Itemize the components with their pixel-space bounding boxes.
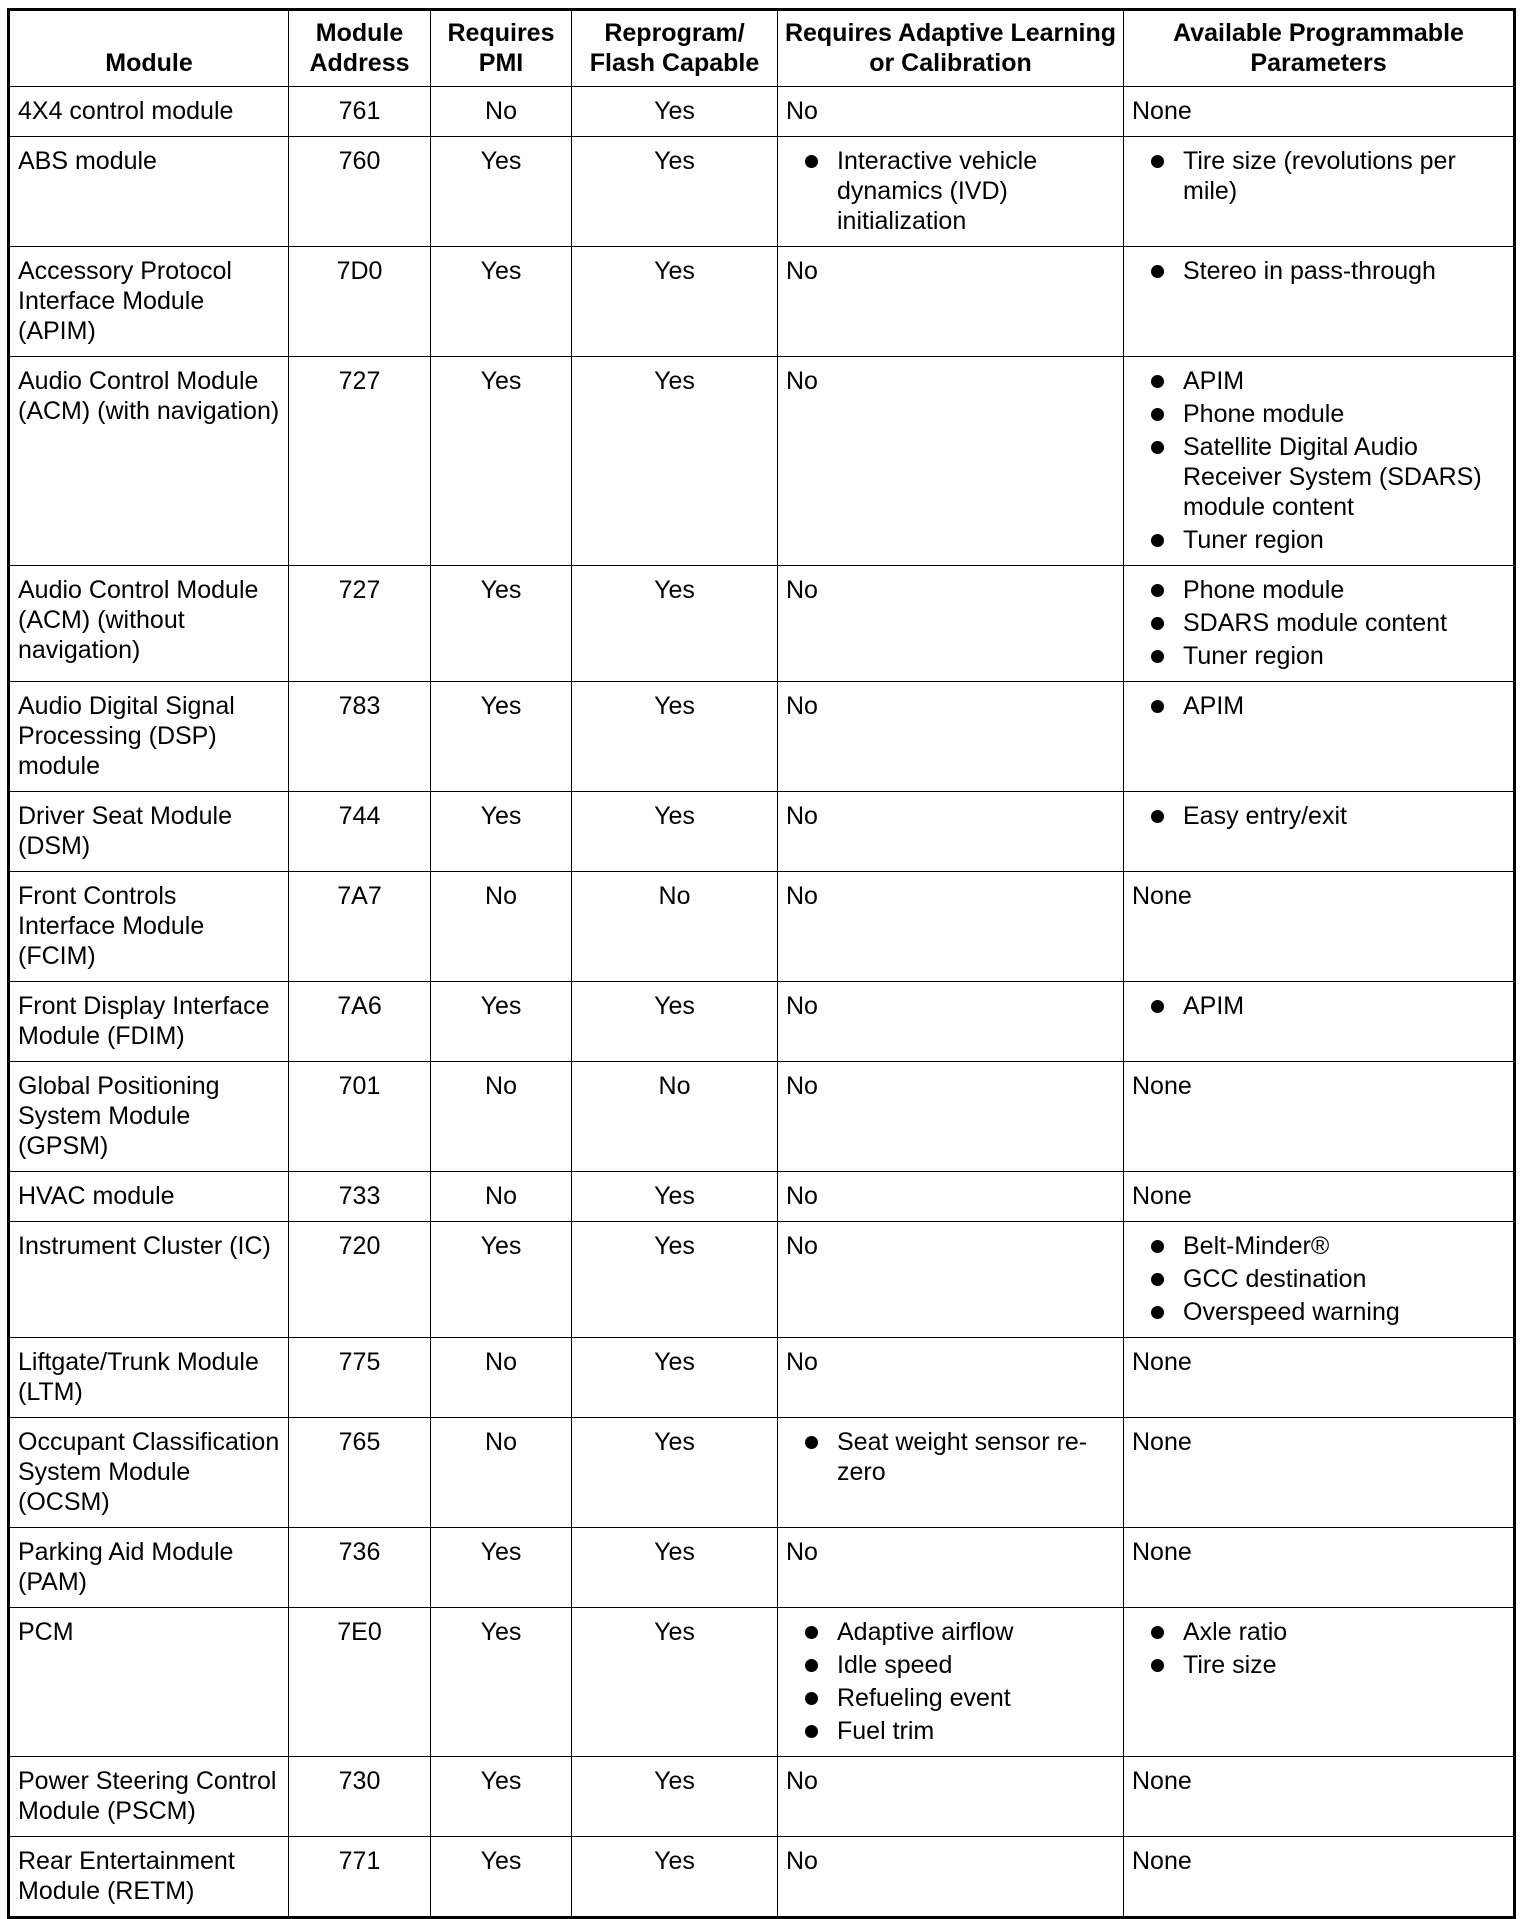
- cell-adaptive-learning: No: [778, 566, 1124, 682]
- table-row: [9, 247, 1515, 357]
- cell-module-address: 7E0: [289, 1608, 431, 1757]
- cell-flash-capable: Yes: [572, 566, 778, 682]
- table-row: [9, 1608, 1515, 1757]
- cell-module-address: 771: [289, 1837, 431, 1918]
- cell-programmable-parameters: [1124, 1608, 1515, 1757]
- cell-adaptive-learning: No: [778, 1172, 1124, 1222]
- cell-programmable-parameters: None: [1124, 1172, 1515, 1222]
- table-row: [9, 1757, 1515, 1837]
- header-adaptive-learning: Requires Adaptive Learning or Calibration: [778, 10, 1124, 87]
- bullet-list: [1132, 801, 1505, 831]
- cell-requires-pmi: Yes: [431, 1757, 572, 1837]
- cell-programmable-parameters: [1124, 682, 1515, 792]
- table-row: [9, 1172, 1515, 1222]
- bullet-item: Tuner region: [1132, 525, 1505, 555]
- bullet-item: Belt-Minder®: [1132, 1231, 1505, 1261]
- bullet-item: Tire size (revolutions per mile): [1132, 146, 1505, 206]
- bullet-item: Easy entry/exit: [1132, 801, 1505, 831]
- cell-module: 4X4 control module: [9, 87, 289, 137]
- bullet-item: Overspeed warning: [1132, 1297, 1505, 1327]
- cell-adaptive-learning: No: [778, 682, 1124, 792]
- cell-adaptive-learning: No: [778, 982, 1124, 1062]
- cell-module-address: 744: [289, 792, 431, 872]
- table-row: [9, 982, 1515, 1062]
- cell-adaptive-learning: No: [778, 1757, 1124, 1837]
- bullet-item: Adaptive airflow: [786, 1617, 1115, 1647]
- bullet-item: APIM: [1132, 691, 1505, 721]
- cell-adaptive-learning: No: [778, 872, 1124, 982]
- table-row: [9, 1837, 1515, 1918]
- cell-module: Parking Aid Module (PAM): [9, 1528, 289, 1608]
- cell-programmable-parameters: [1124, 247, 1515, 357]
- cell-module-address: 7D0: [289, 247, 431, 357]
- cell-module-address: 7A7: [289, 872, 431, 982]
- cell-flash-capable: Yes: [572, 1608, 778, 1757]
- cell-flash-capable: Yes: [572, 1528, 778, 1608]
- cell-module-address: 733: [289, 1172, 431, 1222]
- cell-flash-capable: No: [572, 1062, 778, 1172]
- cell-flash-capable: Yes: [572, 1338, 778, 1418]
- cell-requires-pmi: Yes: [431, 1837, 572, 1918]
- cell-programmable-parameters: None: [1124, 1338, 1515, 1418]
- cell-programmable-parameters: [1124, 792, 1515, 872]
- cell-flash-capable: Yes: [572, 137, 778, 247]
- cell-module: PCM: [9, 1608, 289, 1757]
- table-body: [9, 87, 1515, 1918]
- cell-adaptive-learning: No: [778, 1528, 1124, 1608]
- cell-module: Occupant Classification System Module (OCSM): [9, 1418, 289, 1528]
- cell-requires-pmi: Yes: [431, 566, 572, 682]
- cell-programmable-parameters: None: [1124, 1837, 1515, 1918]
- cell-programmable-parameters: None: [1124, 872, 1515, 982]
- cell-module: Audio Digital Signal Processing (DSP) module: [9, 682, 289, 792]
- cell-programmable-parameters: None: [1124, 1062, 1515, 1172]
- cell-requires-pmi: Yes: [431, 1528, 572, 1608]
- cell-flash-capable: Yes: [572, 1418, 778, 1528]
- cell-module: ABS module: [9, 137, 289, 247]
- bullet-list: [1132, 146, 1505, 206]
- table-row: [9, 1528, 1515, 1608]
- cell-module: Front Controls Interface Module (FCIM): [9, 872, 289, 982]
- cell-programmable-parameters: [1124, 357, 1515, 566]
- bullet-item: APIM: [1132, 366, 1505, 396]
- cell-flash-capable: Yes: [572, 1757, 778, 1837]
- cell-module-address: 736: [289, 1528, 431, 1608]
- cell-requires-pmi: Yes: [431, 682, 572, 792]
- bullet-item: Fuel trim: [786, 1716, 1115, 1746]
- cell-flash-capable: Yes: [572, 1222, 778, 1338]
- table-row: [9, 1062, 1515, 1172]
- header-requires-pmi: Requires PMI: [431, 10, 572, 87]
- table-row: [9, 792, 1515, 872]
- cell-module: Audio Control Module (ACM) (with navigation): [9, 357, 289, 566]
- bullet-item: Stereo in pass-through: [1132, 256, 1505, 286]
- cell-requires-pmi: Yes: [431, 137, 572, 247]
- bullet-list: [1132, 991, 1505, 1021]
- bullet-list: [1132, 575, 1505, 671]
- cell-module-address: 761: [289, 87, 431, 137]
- cell-module-address: 720: [289, 1222, 431, 1338]
- header-programmable-parameters: Available Programmable Parameters: [1124, 10, 1515, 87]
- cell-adaptive-learning: No: [778, 87, 1124, 137]
- cell-programmable-parameters: None: [1124, 1418, 1515, 1528]
- bullet-list: [1132, 366, 1505, 555]
- cell-adaptive-learning: No: [778, 1222, 1124, 1338]
- cell-adaptive-learning: No: [778, 1062, 1124, 1172]
- table-row: [9, 682, 1515, 792]
- table-row: [9, 1418, 1515, 1528]
- bullet-list: [786, 146, 1115, 236]
- cell-adaptive-learning: [778, 137, 1124, 247]
- cell-module-address: 727: [289, 357, 431, 566]
- cell-module: Instrument Cluster (IC): [9, 1222, 289, 1338]
- cell-programmable-parameters: None: [1124, 1757, 1515, 1837]
- cell-requires-pmi: No: [431, 1338, 572, 1418]
- bullet-item: Refueling event: [786, 1683, 1115, 1713]
- cell-flash-capable: Yes: [572, 1172, 778, 1222]
- cell-requires-pmi: Yes: [431, 1222, 572, 1338]
- cell-requires-pmi: Yes: [431, 247, 572, 357]
- cell-flash-capable: Yes: [572, 792, 778, 872]
- cell-module-address: 775: [289, 1338, 431, 1418]
- module-table: [7, 8, 1516, 1919]
- cell-requires-pmi: Yes: [431, 792, 572, 872]
- cell-adaptive-learning: No: [778, 247, 1124, 357]
- cell-programmable-parameters: [1124, 566, 1515, 682]
- cell-flash-capable: Yes: [572, 247, 778, 357]
- cell-module-address: 727: [289, 566, 431, 682]
- cell-module: Power Steering Control Module (PSCM): [9, 1757, 289, 1837]
- cell-flash-capable: Yes: [572, 982, 778, 1062]
- cell-adaptive-learning: No: [778, 1837, 1124, 1918]
- bullet-item: Satellite Digital Audio Receiver System (SDARS) module content: [1132, 432, 1505, 522]
- bullet-item: APIM: [1132, 991, 1505, 1021]
- table-row: [9, 357, 1515, 566]
- table-row: [9, 1222, 1515, 1338]
- cell-module: HVAC module: [9, 1172, 289, 1222]
- cell-flash-capable: Yes: [572, 1837, 778, 1918]
- cell-module: Global Positioning System Module (GPSM): [9, 1062, 289, 1172]
- cell-module-address: 760: [289, 137, 431, 247]
- bullet-item: GCC destination: [1132, 1264, 1505, 1294]
- cell-module: Liftgate/Trunk Module (LTM): [9, 1338, 289, 1418]
- cell-programmable-parameters: [1124, 982, 1515, 1062]
- cell-flash-capable: Yes: [572, 87, 778, 137]
- bullet-list: [786, 1617, 1115, 1746]
- bullet-list: [1132, 1231, 1505, 1327]
- bullet-item: Tire size: [1132, 1650, 1505, 1680]
- cell-requires-pmi: No: [431, 1418, 572, 1528]
- cell-requires-pmi: Yes: [431, 982, 572, 1062]
- table-row: [9, 566, 1515, 682]
- bullet-item: Axle ratio: [1132, 1617, 1505, 1647]
- table-row: [9, 872, 1515, 982]
- cell-flash-capable: No: [572, 872, 778, 982]
- cell-module-address: 765: [289, 1418, 431, 1528]
- cell-requires-pmi: Yes: [431, 357, 572, 566]
- header-module: Module: [9, 10, 289, 87]
- bullet-item: Phone module: [1132, 399, 1505, 429]
- cell-adaptive-learning: No: [778, 792, 1124, 872]
- cell-module: Rear Entertainment Module (RETM): [9, 1837, 289, 1918]
- cell-module: Audio Control Module (ACM) (without navigation): [9, 566, 289, 682]
- cell-flash-capable: Yes: [572, 682, 778, 792]
- bullet-list: [1132, 256, 1505, 286]
- cell-module-address: 7A6: [289, 982, 431, 1062]
- cell-module-address: 730: [289, 1757, 431, 1837]
- header-module-address: Module Address: [289, 10, 431, 87]
- cell-requires-pmi: No: [431, 872, 572, 982]
- bullet-item: Interactive vehicle dynamics (IVD) initialization: [786, 146, 1115, 236]
- cell-programmable-parameters: None: [1124, 87, 1515, 137]
- bullet-list: [1132, 691, 1505, 721]
- cell-adaptive-learning: [778, 1608, 1124, 1757]
- cell-requires-pmi: No: [431, 1062, 572, 1172]
- cell-adaptive-learning: [778, 1418, 1124, 1528]
- table-row: [9, 87, 1515, 137]
- cell-requires-pmi: No: [431, 87, 572, 137]
- bullet-list: [786, 1427, 1115, 1487]
- cell-flash-capable: Yes: [572, 357, 778, 566]
- cell-adaptive-learning: No: [778, 357, 1124, 566]
- cell-module: Front Display Interface Module (FDIM): [9, 982, 289, 1062]
- bullet-item: Tuner region: [1132, 641, 1505, 671]
- cell-adaptive-learning: No: [778, 1338, 1124, 1418]
- cell-module-address: 783: [289, 682, 431, 792]
- bullet-item: Idle speed: [786, 1650, 1115, 1680]
- cell-requires-pmi: Yes: [431, 1608, 572, 1757]
- cell-programmable-parameters: None: [1124, 1528, 1515, 1608]
- module-table-container: [7, 8, 1516, 1919]
- cell-programmable-parameters: [1124, 137, 1515, 247]
- header-row: [9, 10, 1515, 87]
- header-flash-capable: Reprogram/ Flash Capable: [572, 10, 778, 87]
- bullet-item: Phone module: [1132, 575, 1505, 605]
- bullet-item: Seat weight sensor re-zero: [786, 1427, 1115, 1487]
- cell-module: Accessory Protocol Interface Module (APIM): [9, 247, 289, 357]
- table-row: [9, 1338, 1515, 1418]
- cell-module-address: 701: [289, 1062, 431, 1172]
- bullet-item: SDARS module content: [1132, 608, 1505, 638]
- table-row: [9, 137, 1515, 247]
- bullet-list: [1132, 1617, 1505, 1680]
- cell-requires-pmi: No: [431, 1172, 572, 1222]
- cell-programmable-parameters: [1124, 1222, 1515, 1338]
- cell-module: Driver Seat Module (DSM): [9, 792, 289, 872]
